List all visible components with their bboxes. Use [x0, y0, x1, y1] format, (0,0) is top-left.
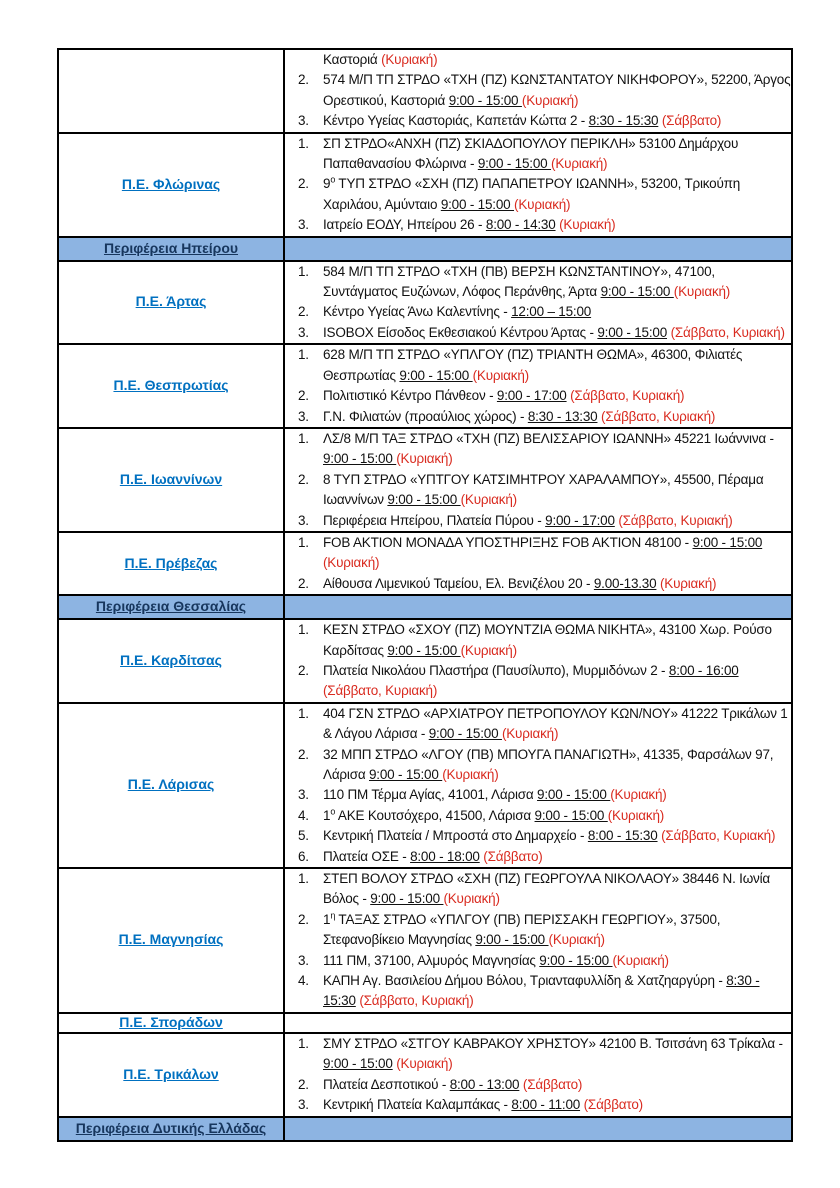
region-header-cell: [58, 1117, 284, 1141]
item-text: 574 Μ/Π ΤΠ ΣΤΡΔΟ «ΤΧΗ (ΠΖ) ΚΩΝΣΤΑΝΤΑΤΟΥ ΝΙΚΗΦΟΡΟΥ», 52200, Άργος Ορεστικού, Καστοριά 9:00 - 15:00 (Κυριακή): [323, 72, 791, 108]
locations-cell: [284, 703, 792, 868]
unit-name-cell: [58, 428, 284, 532]
item-text: Περιφέρεια Ηπείρου, Πλατεία Πύρου - 9:00 - 17:00 (Σάββατο, Κυριακή): [323, 512, 733, 528]
location-item: [285, 111, 791, 131]
region-header-empty-cell: [284, 237, 792, 261]
location-item: [285, 262, 791, 303]
unit-name-cell: [58, 344, 284, 428]
locations-cell: [284, 49, 792, 133]
item-number: 1.: [298, 1035, 309, 1051]
item-number: 2.: [298, 662, 309, 678]
region-header-label: Περιφέρεια Δυτικής Ελλάδας: [75, 1119, 267, 1136]
unit-row: [58, 703, 792, 868]
item-number: 1.: [298, 135, 309, 151]
item-number: 5.: [298, 828, 309, 844]
item-text: $1^o$ ΑΚΕ Κουτσόχερο, 41500, Λάρισα 9:00 - 15:00 (Κυριακή): [323, 806, 665, 823]
item-text: Πλατεία Δεσποτικού - 8:00 - 13:00 (Σάββατο): [323, 1076, 583, 1092]
location-item: [285, 470, 791, 511]
item-number: 2.: [298, 176, 309, 192]
item-text: Αίθουσα Λιμενικού Ταμείου, Ελ. Βενιζέλου 20 - 9.00-13.30 (Κυριακή): [323, 575, 717, 591]
location-item: [285, 511, 791, 531]
table-body: [58, 49, 792, 1141]
location-item: [285, 951, 791, 971]
unit-link[interactable]: Π.Ε. Πρέβεζας: [124, 554, 218, 571]
item-text: ΛΣ/8 Μ/Π ΤΑΞ ΣΤΡΔΟ «ΤΧΗ (ΠΖ) ΒΕΛΙΣΣΑΡΙΟΥ ΙΩΑΝΝΗ» 45221 Ιωάννινα - 9:00 - 15:00 (Κυριακή): [323, 430, 774, 467]
unit-link[interactable]: Π.Ε. Καρδίτσας: [120, 651, 222, 668]
locations-cell: [284, 868, 792, 1013]
unit-name-cell: [58, 1013, 284, 1033]
location-item: [285, 620, 791, 661]
location-item: [285, 869, 791, 910]
item-text: 110 ΠΜ Τέρμα Αγίας, 41001, Λάρισα 9:00 - 15:00 (Κυριακή): [323, 787, 667, 803]
item-text: Πλατεία ΟΣΕ - 8:00 - 18:00 (Σάββατο): [323, 848, 543, 864]
location-item: [285, 785, 791, 805]
item-text: ΣΤΕΠ ΒΟΛΟΥ ΣΤΡΔΟ «ΣΧΗ (ΠΖ) ΓΕΩΡΓΟΥΛΑ ΝΙΚΟΛΑΟΥ» 38446 Ν. Ιωνία Βόλος - 9:00 - 15:00 (Κυριακή): [323, 871, 771, 907]
unit-row: [58, 49, 792, 133]
item-text: Κέντρο Υγείας Καστοριάς, Καπετάν Κώττα 2 - 8:30 - 15:30 (Σάββατο): [323, 113, 722, 129]
item-number: 2.: [298, 575, 309, 591]
region-header-cell: [58, 595, 284, 619]
locations-cell: [284, 261, 792, 345]
locations-cell: [284, 532, 792, 595]
unit-row: [58, 1013, 792, 1033]
locations-cell: [284, 344, 792, 428]
region-header-empty-cell: [284, 1117, 792, 1141]
region-header-cell: [58, 237, 284, 261]
item-text: ΣΜΥ ΣΤΡΔΟ «ΣΤΓΟΥ ΚΑΒΡΑΚΟΥ ΧΡΗΣΤΟΥ» 42100 Β. Τσιτσάνη 63 Τρίκαλα - 9:00 - 15:00 (Κυριακή): [323, 1035, 783, 1072]
item-number: 3.: [298, 408, 309, 424]
location-item: [285, 1075, 791, 1095]
unit-name-cell: [58, 619, 284, 703]
unit-row: [58, 428, 792, 532]
item-text: ISOBOX Είσοδος Εκθεσιακού Κέντρου Άρτας - 9:00 - 15:00 (Σάββατο, Κυριακή): [323, 324, 785, 340]
unit-row: [58, 261, 792, 345]
item-text: Κεντρική Πλατεία Καλαμπάκας - 8:00 - 11:00 (Σάββατο): [323, 1097, 643, 1113]
location-item: [285, 429, 791, 470]
location-item: [285, 70, 791, 111]
item-text: 628 Μ/Π ΤΠ ΣΤΡΔΟ «ΥΠΛΓΟΥ (ΠΖ) ΤΡΙΑΝΤΗ ΘΩΜΑ», 46300, Φιλιατές Θεσπρωτίας 9:00 - 15:00 (Κυριακή): [323, 347, 743, 383]
item-text: Πολιτιστικό Κέντρο Πάνθεον - 9:00 - 17:00 (Σάββατο, Κυριακή): [323, 388, 685, 404]
location-item: [285, 50, 791, 70]
item-number: 6.: [298, 848, 309, 864]
item-number: 2.: [298, 304, 309, 320]
locations-cell: [284, 428, 792, 532]
item-text: FOB AKTION ΜΟΝΑΔΑ ΥΠΟΣΤΗΡΙΞΗΣ FOB AKTION 48100 - 9:00 - 15:00 (Κυριακή): [323, 534, 763, 571]
location-item: [285, 971, 791, 1012]
region-header-label: Περιφέρεια Θεσσαλίας: [95, 598, 247, 615]
item-number: 3.: [298, 1097, 309, 1113]
location-item: [285, 826, 791, 846]
location-item: [285, 910, 791, 951]
vaccination-points-table: [57, 48, 793, 1142]
region-header-empty-cell: [284, 595, 792, 619]
location-item: [285, 302, 791, 322]
item-text: Καστοριά (Κυριακή): [323, 52, 438, 67]
item-number: 1.: [298, 534, 309, 550]
location-item: [285, 1095, 791, 1115]
item-text: $1^\eta$ ΤΑΞΑΣ ΣΤΡΔΟ «ΥΠΛΓΟΥ (ΠΒ) ΠΕΡΙΣΣΑΚΗ ΓΕΩΡΓΙΟΥ», 37500, Στεφανοβίκειο Μαγνησίας 9:00 - 15:00 (Κυριακή): [323, 910, 721, 948]
item-text: Πλατεία Νικολάου Πλαστήρα (Παυσίλυπο), Μυρμιδόνων 2 - 8:00 - 16:00 (Σάββατο, Κυριακή): [323, 662, 739, 699]
item-text: ΣΠ ΣΤΡΔΟ«ΑΝΧΗ (ΠΖ) ΣΚΙΑΔΟΠΟΥΛΟΥ ΠΕΡΙΚΛΗ» 53100 Δημάρχου Παπαθανασίου Φλώρινα - 9:00 - 15:00 (Κυριακή): [323, 135, 739, 172]
item-text: 584 Μ/Π ΤΠ ΣΤΡΔΟ «ΤΧΗ (ΠΒ) ΒΕΡΣΗ ΚΩΝΣΤΑΝΤΙΝΟΥ», 47100, Συντάγματος Ευζώνων, Λόφος Περάνθης, Άρτα 9:00 - 15:00 (Κυριακή): [323, 263, 731, 300]
unit-link[interactable]: Π.Ε. Σποράδων: [119, 1013, 223, 1030]
location-item: [285, 134, 791, 175]
item-number: 2.: [298, 911, 309, 927]
location-item: [285, 574, 791, 594]
unit-link[interactable]: Π.Ε. Άρτας: [135, 293, 207, 310]
unit-link[interactable]: Π.Ε. Θεσπρωτίας: [113, 377, 229, 394]
locations-cell: [284, 1033, 792, 1117]
location-item: [285, 215, 791, 235]
unit-link[interactable]: Π.Ε. Φλώρινας: [121, 175, 221, 192]
item-text: Ιατρείο ΕΟΔΥ, Ηπείρου 26 - 8:00 - 14:30 (Κυριακή): [323, 217, 616, 233]
item-number: 1.: [298, 347, 309, 363]
item-number: 2.: [298, 1076, 309, 1092]
location-item: [285, 407, 791, 427]
unit-row: [58, 344, 792, 428]
item-text: ΚΑΠΗ Αγ. Βασιλείου Δήμου Βόλου, Τριανταφυλλίδη & Χατζηαργύρη - 8:30 - 15:30 (Σάββατο, Κυριακή): [323, 973, 760, 1009]
unit-link[interactable]: Π.Ε. Λάρισας: [127, 776, 215, 793]
item-number: 4.: [298, 807, 309, 823]
item-number: 1.: [298, 705, 309, 721]
region-header-label: Περιφέρεια Ηπείρου: [103, 239, 239, 256]
unit-name-cell: [58, 532, 284, 595]
item-number: 2.: [298, 72, 309, 88]
locations-cell: [284, 133, 792, 237]
location-item: [285, 704, 791, 745]
region-header-row: [58, 595, 792, 619]
unit-name-cell: [58, 261, 284, 345]
item-text: Γ.Ν. Φιλιατών (προαύλιος χώρος) - 8:30 - 13:30 (Σάββατο, Κυριακή): [323, 408, 716, 424]
item-number: 3.: [298, 217, 309, 233]
unit-name-cell: [58, 133, 284, 237]
item-number: 3.: [298, 324, 309, 340]
item-number: 1.: [298, 263, 309, 279]
item-text: Κεντρική Πλατεία / Μπροστά στο Δημαρχείο - 8:00 - 15:30 (Σάββατο, Κυριακή): [323, 828, 776, 844]
unit-name-cell: [58, 49, 284, 133]
unit-name-cell: [58, 868, 284, 1013]
item-number: 3.: [298, 787, 309, 803]
item-text: 111 ΠΜ, 37100, Αλμυρός Μαγνησίας 9:00 - 15:00 (Κυριακή): [323, 952, 669, 968]
item-number: 4.: [298, 973, 309, 989]
item-number: 3.: [298, 113, 309, 129]
locations-cell: [284, 1013, 792, 1033]
location-item: [285, 806, 791, 826]
unit-row: [58, 532, 792, 595]
location-item: [285, 533, 791, 574]
unit-name-cell: [58, 703, 284, 868]
unit-row: [58, 1033, 792, 1117]
item-text: Κέντρο Υγείας Άνω Καλεντίνης - 12:00 – 15:00: [323, 304, 592, 320]
location-item: [285, 386, 791, 406]
item-number: 2.: [298, 471, 309, 487]
item-text: 32 ΜΠΠ ΣΤΡΔΟ «ΛΓΟΥ (ΠΒ) ΜΠΟΥΓΑ ΠΑΝΑΓΙΩΤΗ», 41335, Φαρσάλων 97, Λάρισα 9:00 - 15:00 (Κυριακή): [323, 746, 774, 782]
item-number: 2.: [298, 388, 309, 404]
unit-row: [58, 619, 792, 703]
unit-name-cell: [58, 1033, 284, 1117]
item-number: 1.: [298, 622, 309, 638]
item-number: 3.: [298, 952, 309, 968]
unit-link[interactable]: Π.Ε. Τρικάλων: [123, 1065, 219, 1082]
location-item: [285, 345, 791, 386]
location-item: [285, 323, 791, 343]
item-number: 2.: [298, 746, 309, 762]
item-text: 8 ΤΥΠ ΣΤΡΔΟ «ΥΠΤΓΟΥ ΚΑΤΣΙΜΗΤΡΟΥ ΧΑΡΑΛΑΜΠΟΥ», 45500, Πέραμα Ιωαννίνων 9:00 - 15:00 (Κυριακή): [323, 471, 764, 508]
unit-row: [58, 868, 792, 1013]
item-text: ΚΕΣΝ ΣΤΡΔΟ «ΣΧΟΥ (ΠΖ) ΜΟΥΝΤΖΙΑ ΘΩΜΑ ΝΙΚΗΤΑ», 43100 Χωρ. Ρούσο Καρδίτσας 9:00 - 15:00 (Κυριακή): [323, 622, 772, 658]
location-item: [285, 847, 791, 867]
unit-row: [58, 133, 792, 237]
item-number: 1.: [298, 430, 309, 446]
region-header-row: [58, 237, 792, 261]
item-number: 1.: [298, 871, 309, 887]
locations-cell: [284, 619, 792, 703]
location-item: [285, 745, 791, 786]
location-item: [285, 661, 791, 702]
unit-link[interactable]: Π.Ε. Ιωαννίνων: [119, 470, 223, 487]
item-number: 3.: [298, 512, 309, 528]
location-item: [285, 174, 791, 215]
region-header-row: [58, 1117, 792, 1141]
location-item: [285, 1034, 791, 1075]
item-text: 404 ΓΣΝ ΣΤΡΔΟ «ΑΡΧΙΑΤΡΟΥ ΠΕΤΡΟΠΟΥΛΟΥ ΚΩΝ/ΝΟΥ» 41222 Τρικάλων 1 & Λάγου Λάρισα - 9:00 - 15:00 (Κυριακή): [323, 705, 788, 742]
item-text: $9^o$ ΤΥΠ ΣΤΡΔΟ «ΣΧΗ (ΠΖ) ΠΑΠΑΠΕΤΡΟΥ ΙΩΑΝΝΗ», 53200, Τρικούπη Χαριλάου, Αμύνταιο 9:00 - 15:00 (Κυριακή): [323, 174, 741, 212]
unit-link[interactable]: Π.Ε. Μαγνησίας: [118, 931, 224, 948]
